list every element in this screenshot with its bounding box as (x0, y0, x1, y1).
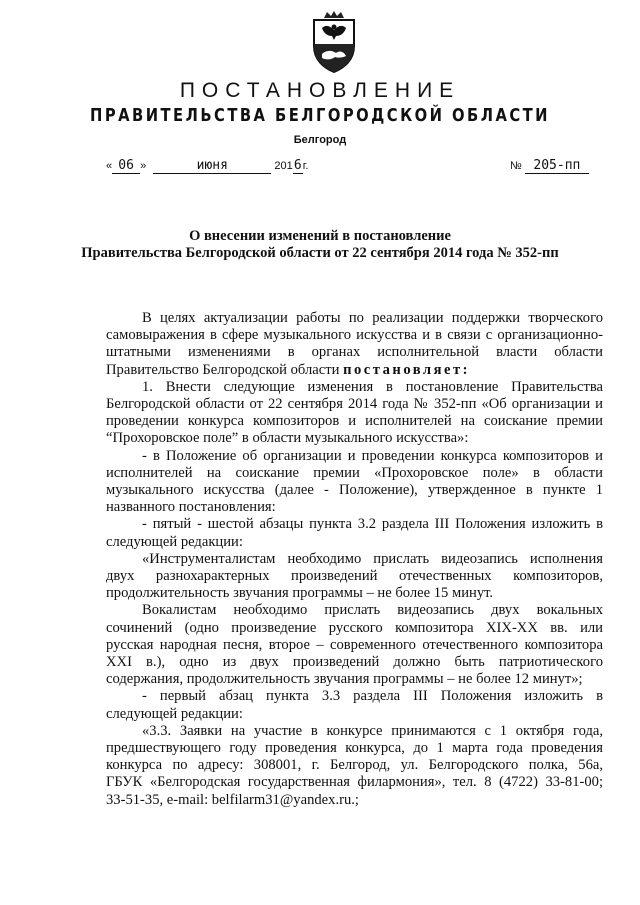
issue-city: Белгород (293, 134, 347, 146)
body-text: Правительство Белгородской области (106, 361, 340, 378)
body-line: исполнителей на соискание премии «Прохоровское поле» в области (106, 464, 603, 481)
document-date (106, 158, 308, 174)
date-day: 06 (112, 158, 140, 174)
number-label: № (510, 160, 522, 172)
body-line: “Прохоровское поле” в области музыкального искусства»: (106, 430, 469, 447)
body-line: предшествующего году проведения конкурса, до 1 марта года проведения (106, 740, 603, 757)
body-line: продолжительность звучания программы – не более 15 минут. (106, 585, 494, 602)
title-line: Правительства Белгородской области от 22 сентября 2014 года № 352-пп (81, 245, 559, 261)
body-line: Белгородской области от 22 сентября 2014 года № 352-пп «Об организации и (106, 396, 603, 413)
date-open-quote: « (106, 160, 113, 172)
body-line: «3.3. Заявки на участие в конкурсе принимаются с 1 октября года, (142, 722, 603, 739)
body-line: конкурса по адресу: 308001, г. Белгород, ул. Белгородского полка, 56а, (106, 757, 603, 774)
body-line: содержания, продолжительность звучания программы – не более 12 минут»; (106, 671, 583, 688)
body-line: музыкального искусства (далее - Положение), утвержденное в пункте 1 (106, 482, 603, 499)
body-line: XXI в.), одно из двух произведений должно быть патриотического (106, 654, 603, 671)
body-line: следующей редакции: (106, 533, 243, 550)
body-line: русская народная песня, второе – современного отечественного композитора (106, 636, 603, 653)
date-close-quote: » (140, 160, 147, 172)
body-line: В целях актуализации работы по реализации поддержки творческого (142, 310, 603, 326)
body-line: - первый абзац пункта 3.3 раздела III Положения изложить в (142, 688, 603, 705)
document-body (106, 310, 603, 809)
body-line: двух разнохарактерных произведений отечественных композиторов, (106, 568, 603, 585)
body-line: «Инструменталистам необходимо прислать видеозапись исполнения (142, 550, 603, 567)
document-type: ПОСТАНОВЛЕНИЕ (179, 79, 461, 102)
body-line: самовыражения в сфере музыкального искусства и в связи с организационно- (106, 327, 603, 344)
body-line: ГБУК «Белгородская государственная филармония», тел. 8 (4722) 33-81-00; (106, 774, 603, 791)
body-line: названного постановления: (106, 499, 276, 516)
body-line: штатными изменениями в органах исполнительной власти области (106, 344, 603, 361)
document-number (510, 158, 589, 174)
date-year-digit: 6 (293, 158, 302, 173)
body-line: Вокалистам необходимо прислать видеозапись двух вокальных (142, 602, 603, 619)
body-line: 1. Внести следующие изменения в постановление Правительства (142, 378, 603, 395)
belgorod-coat-of-arms-icon (302, 10, 366, 74)
decree-verb: постановляет: (343, 361, 471, 378)
date-month: июня (153, 158, 271, 174)
document-title (0, 228, 640, 262)
body-line: - в Положение об организации и проведении конкурса композиторов и (142, 447, 603, 464)
body-line: сочинений (одно произведение русского композитора XIX-XX вв. или (106, 619, 603, 636)
issuing-organization: ПРАВИТЕЛЬСТВА БЕЛГОРОДСКОЙ ОБЛАСТИ (90, 105, 550, 126)
date-year-prefix: 201 (274, 160, 293, 172)
body-line: 33-51-35, e-mail: belfilarm31@yandex.ru.; (106, 791, 359, 808)
date-year-suffix: г. (302, 160, 309, 172)
body-line: проведении конкурса композиторов и исполнителей на соискание премии (106, 413, 603, 430)
body-line: следующей редакции: (106, 705, 243, 722)
body-line (106, 362, 603, 379)
title-line: О внесении изменений в постановление (189, 228, 451, 244)
body-line: - пятый - шестой абзацы пункта 3.2 раздела III Положения изложить в (142, 516, 603, 533)
number-value: 205-пп (525, 158, 589, 174)
